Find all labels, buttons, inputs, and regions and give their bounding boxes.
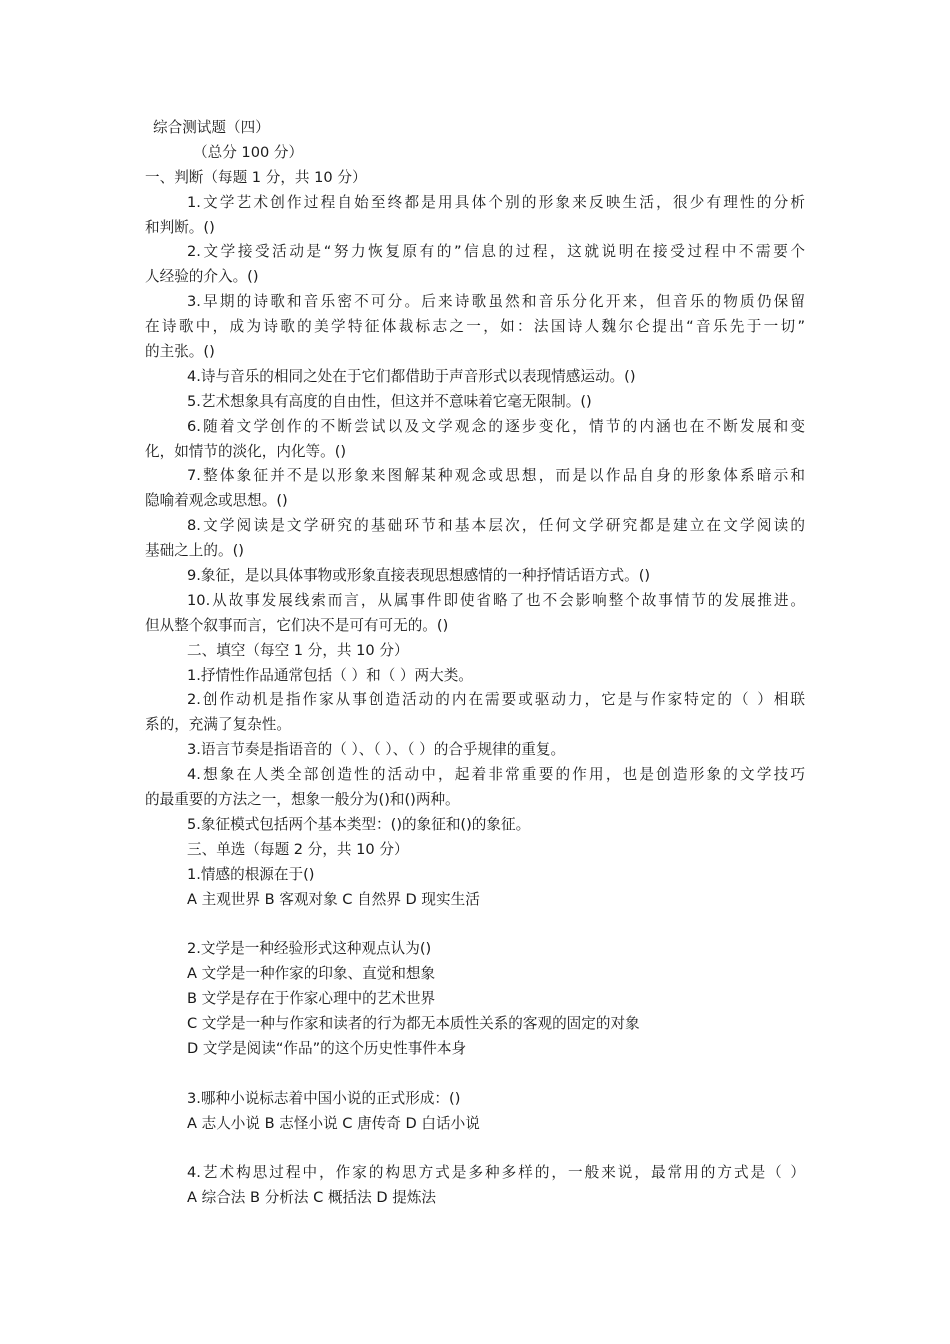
text-line: 1.情感的根源在于() bbox=[187, 865, 315, 883]
text-line: 人经验的介入。() bbox=[145, 268, 259, 286]
title: 综合测试题（四） bbox=[153, 119, 270, 136]
text-line: 4.想象在人类全部创造性的活动中，起着非常重要的作用，也是创造形象的文学技巧 bbox=[187, 766, 805, 784]
text-line: 2.文学接受活动是“努力恢复原有的”信息的过程，这就说明在接受过程中不需要个 bbox=[187, 243, 805, 261]
text-line: 的最重要的方法之一，想象一般分为()和()两种。 bbox=[145, 791, 460, 809]
text-line: D 文学是阅读“作品”的这个历史性事件本身 bbox=[187, 1039, 467, 1057]
text-line: 3.哪种小说标志着中国小说的正式形成：() bbox=[187, 1089, 461, 1107]
text-line: 4.诗与音乐的相同之处在于它们都借助于声音形式以表现情感运动。() bbox=[187, 367, 636, 385]
text-line: 6.随着文学创作的不断尝试以及文学观念的逐步变化，情节的内涵也在不断发展和变 bbox=[187, 417, 805, 435]
text-line: 2.创作动机是指作家从事创造活动的内在需要或驱动力，它是与作家特定的（ ）相联 bbox=[187, 691, 805, 709]
text-line: A 志人小说 B 志怪小说 C 唐传奇 D 白话小说 bbox=[187, 1114, 480, 1132]
blank-line bbox=[145, 1137, 805, 1162]
text-line: A 主观世界 B 客观对象 C 自然界 D 现实生活 bbox=[187, 890, 480, 908]
text-line: A 综合法 B 分析法 C 概括法 D 提炼法 bbox=[187, 1189, 437, 1207]
text-line: 9.象征，是以具体事物或形象直接表现思想感情的一种抒情话语方式。() bbox=[187, 567, 651, 585]
text-line: 系的，充满了复杂性。 bbox=[145, 716, 291, 734]
text-line: 在诗歌中，成为诗歌的美学特征体裁标志之一，如：法国诗人魏尔仑提出“音乐先于一切” bbox=[145, 318, 805, 336]
text-line: 基础之上的。() bbox=[145, 542, 244, 560]
section-heading: 二、填空（每空 1 分，共 10 分） bbox=[187, 641, 409, 659]
section-heading: 一、判断（每题 1 分，共 10 分） bbox=[145, 168, 367, 186]
text-line: A 文学是一种作家的印象、直觉和想象 bbox=[187, 965, 436, 983]
section-heading: 三、单选（每题 2 分，共 10 分） bbox=[187, 840, 409, 858]
text-line: 1.抒情性作品通常包括（ ）和（ ）两大类。 bbox=[187, 666, 473, 684]
text-line: 1.文学艺术创作过程自始至终都是用具体个别的形象来反映生活，很少有理性的分析 bbox=[187, 193, 805, 211]
blank-line bbox=[145, 913, 805, 938]
text-line: 4.艺术构思过程中，作家的构思方式是多种多样的，一般来说，最常用的方式是（ ） bbox=[187, 1164, 805, 1182]
blank-line bbox=[145, 1062, 805, 1087]
text-line: 10.从故事发展线索而言，从属事件即使省略了也不会影响整个故事情节的发展推进。 bbox=[187, 591, 805, 609]
subtitle: （总分 100 分） bbox=[193, 143, 304, 161]
text-line: 3.早期的诗歌和音乐密不可分。后来诗歌虽然和音乐分化开来，但音乐的物质仍保留 bbox=[187, 293, 805, 311]
text-line: C 文学是一种与作家和读者的行为都无本质性关系的客观的固定的对象 bbox=[187, 1015, 640, 1033]
text-line: 5.象征模式包括两个基本类型：()的象征和()的象征。 bbox=[187, 815, 531, 833]
text-line: B 文学是存在于作家心理中的艺术世界 bbox=[187, 990, 436, 1008]
text-line: 2.文学是一种经验形式这种观点认为() bbox=[187, 940, 432, 958]
text-line: 7.整体象征并不是以形象来图解某种观念或思想，而是以作品自身的形象体系暗示和 bbox=[187, 467, 805, 485]
exam-document bbox=[145, 116, 805, 1211]
text-line: 的主张。() bbox=[145, 343, 215, 361]
text-line: 但从整个叙事而言，它们决不是可有可无的。() bbox=[145, 616, 449, 634]
text-line: 3.语言节奏是指语音的（ ）、（ ）、（ ）的合乎规律的重复。 bbox=[187, 741, 566, 759]
text-line: 化，如情节的淡化，内化等。() bbox=[145, 442, 347, 460]
text-line: 5.艺术想象具有高度的自由性，但这并不意味着它毫无限制。() bbox=[187, 392, 592, 410]
text-line: 隐喻着观念或思想。() bbox=[145, 492, 288, 510]
text-line: 和判断。() bbox=[145, 218, 215, 236]
text-line: 8.文学阅读是文学研究的基础环节和基本层次，任何文学研究都是建立在文学阅读的 bbox=[187, 517, 805, 535]
